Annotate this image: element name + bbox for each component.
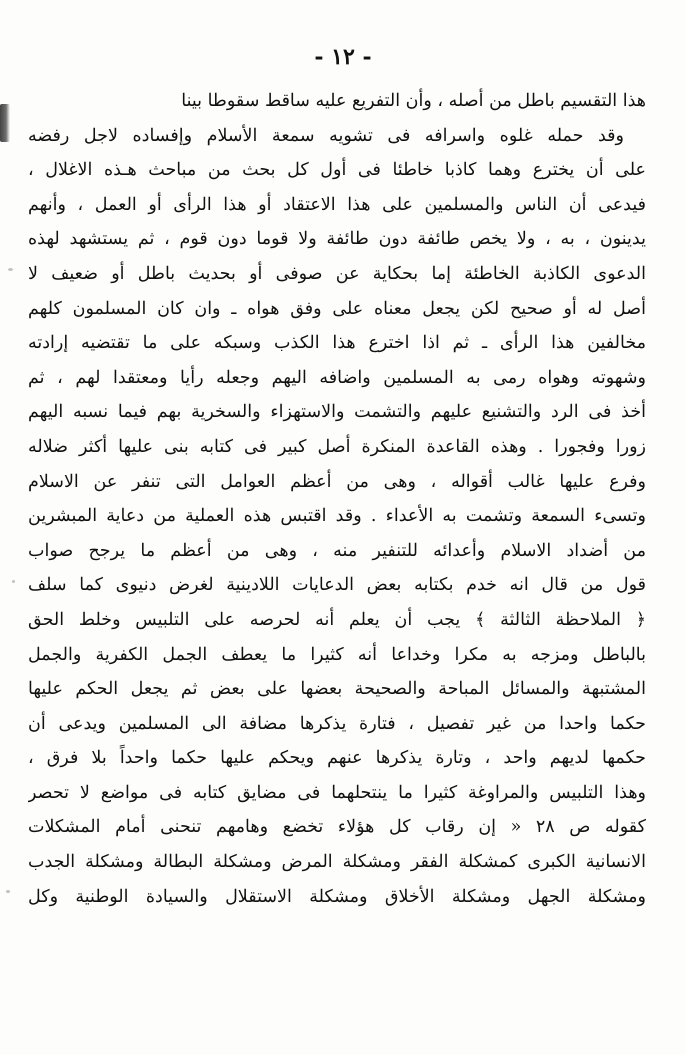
text-line: المشتبهة والمسائل المباحة والصحيحة بعضها على بعض ثم يجعل الحكم عليها (28, 679, 646, 700)
text-line: حكمها لديهم واحد ، وتارة يذكرها عنهم ويحكم عليها حكما واحداً بلا فرق ، (28, 748, 646, 769)
ink-speck (6, 890, 10, 893)
text-line: بالباطل ومزجه به مكرا وخداعا أنه كثيرا ما يعطف الجمل الكفرية والجمل (28, 644, 646, 665)
text-line: مخالفين هذا الرأى ـ ثم اذا اخترع هذا الكذب وسبكه على ما تقتضيه إرادته (28, 333, 646, 354)
section-heading-line: ﴿ الملاحظة الثالثة ﴾ يجب أن يعلم أنه لحرصه على التلبيس وخلط الحق (28, 609, 646, 630)
text-line: من أضداد الاسلام وأعدائه للتنفير منه ، وهى من أعظم ما يرجح صواب (28, 540, 646, 561)
text-line: وتسىء السمعة وتشمت به الأعداء . وقد اقتبس هذه العملية من دعاية المبشرين (28, 506, 646, 527)
ink-speck (8, 268, 13, 271)
text-line: وهذا التلبيس والمراوغة كثيرا ما ينتحلهما فى مضايق كتابه فى مواضع لا تحصر (28, 782, 646, 803)
page-number: - ١٢ - (314, 44, 372, 70)
text-line: فيدعى أن الناس والمسلمين على هذا الاعتقاد أو هذا الرأى أو العمل ، وأنهم (28, 194, 646, 215)
ink-speck (12, 580, 15, 583)
text-line: أخذ فى الرد والتشنيع عليهم والتشمت والاستهزاء والسخرية بهم فيما نسبه اليهم (28, 402, 646, 423)
text-line: وقد حمله غلوه واسرافه فى تشويه سمعة الأسلام وإفساده لاجل رفضه (28, 125, 624, 146)
text-line: الدعوى الكاذبة الخاطئة إما بحكاية عن صوفى أو بحديث باطل أو ضعيف لا (28, 263, 646, 284)
text-line: وشهوته وهواه رمى به المسلمين واضافه اليهم وجعله رأيا ومعتقدا لهم ، ثم (28, 367, 646, 388)
text-line: حكما واحدا من غير تفصيل ، فتارة يذكرها مضافة الى المسلمين ويدعى أن (28, 713, 646, 734)
text-line: ومشكلة الجهل ومشكلة الأخلاق ومشكلة الاستقلال والسيادة الوطنية وكل (28, 886, 646, 907)
text-line: قول من قال انه خدم بكتابه بعض الدعايات اللادينية لغرض دنيوى كما سلف (28, 575, 646, 596)
text-line: أصل له أو صحيح لكن يجعل معناه على وفق هواه ـ وان كان المسلمون كلهم (28, 298, 646, 319)
text-line: زورا وفجورا . وهذه القاعدة المنكرة أصل كبير فى كتابه بنى عليها أكثر ضلاله (28, 436, 646, 457)
text-line: يدينون ، به ، ولا يخص طائفة دون طائفة ولا قوما دون قوم ، ثم يستشهد لهذه (28, 229, 646, 250)
body-text (28, 84, 646, 914)
text-line: على أن يخترع وهما كاذبا خاطئا فى أول كل بحث من مباحث هـذه الاغلال ، (28, 160, 646, 181)
text-line: الانسانية الكبرى كمشكلة الفقر ومشكلة المرض ومشكلة البطالة ومشكلة الجدب (28, 852, 646, 873)
text-line: كقوله ص ٢٨ « إن رقاب كل هؤلاء تخضع وهامهم تنحنى أمام المشكلات (28, 817, 646, 838)
margin-ink-mark (0, 104, 10, 142)
text-line: وفرع عليها غالب أقواله ، وهى من أعظم العوامل التى تنفر عن الاسلام (28, 471, 646, 492)
text-line: هذا التقسيم باطل من أصله ، وأن التفريع عليه ساقط سقوطا بينا (181, 91, 646, 111)
